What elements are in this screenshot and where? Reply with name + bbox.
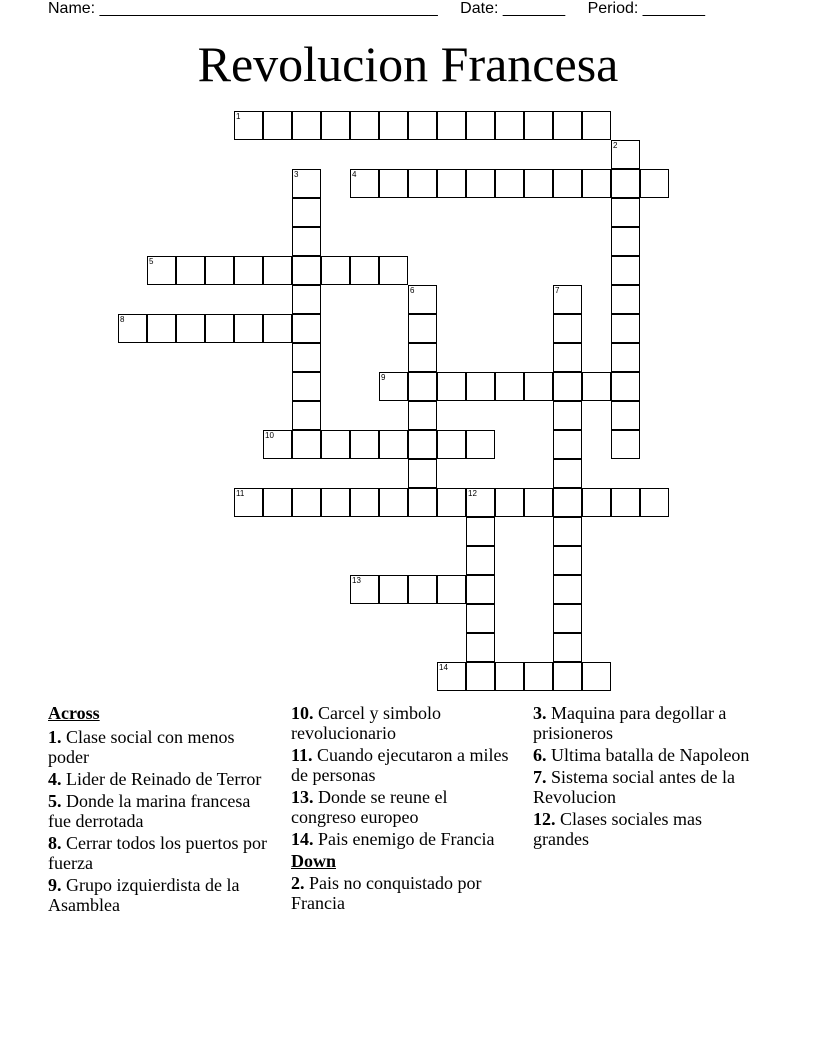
crossword-cell[interactable] (553, 546, 582, 575)
clue-across: 5. Donde la marina francesa fue derrotada (48, 791, 251, 831)
crossword-cell[interactable] (176, 256, 205, 285)
crossword-cell[interactable] (147, 314, 176, 343)
crossword-cell[interactable] (466, 662, 495, 691)
crossword-cell[interactable] (553, 343, 582, 372)
clue-number: 13 (352, 576, 361, 585)
crossword-cell[interactable] (379, 111, 408, 140)
clue-column-3 (533, 703, 753, 851)
crossword-cell[interactable] (350, 169, 379, 198)
crossword-cell[interactable] (437, 169, 466, 198)
crossword-cell[interactable] (437, 488, 466, 517)
crossword-cell[interactable] (263, 256, 292, 285)
clue-column-2 (291, 703, 511, 915)
clue-down: 7. Sistema social antes de la Revolucion (533, 767, 735, 807)
crossword-cell[interactable] (408, 111, 437, 140)
crossword-cell[interactable] (292, 198, 321, 227)
crossword-cell[interactable] (321, 430, 350, 459)
crossword-cell[interactable] (292, 430, 321, 459)
clue-column-1 (48, 703, 268, 917)
crossword-cell[interactable] (379, 169, 408, 198)
crossword-cell[interactable] (263, 430, 292, 459)
clue-across: 14. Pais enemigo de Francia (291, 829, 495, 849)
crossword-cell[interactable] (466, 430, 495, 459)
clue-number: 11 (236, 489, 245, 498)
crossword-cell[interactable] (292, 227, 321, 256)
crossword-cell[interactable] (379, 488, 408, 517)
crossword-cell[interactable] (437, 111, 466, 140)
date-field[interactable]: Date: _______ (460, 0, 566, 17)
crossword-cell[interactable] (611, 227, 640, 256)
crossword-cell[interactable] (118, 314, 147, 343)
clue-number: 3 (294, 170, 299, 179)
crossword-cell[interactable] (611, 169, 640, 198)
crossword-cell[interactable] (466, 111, 495, 140)
crossword-cell[interactable] (379, 372, 408, 401)
clue-number: 4 (352, 170, 357, 179)
crossword-cell[interactable] (437, 662, 466, 691)
crossword-cell[interactable] (350, 430, 379, 459)
crossword-cell[interactable] (147, 256, 176, 285)
crossword-cell[interactable] (553, 314, 582, 343)
crossword-cell[interactable] (292, 256, 321, 285)
crossword-cell[interactable] (495, 111, 524, 140)
clue-number: 1 (236, 112, 241, 121)
crossword-cell[interactable] (611, 401, 640, 430)
crossword-cell[interactable] (350, 256, 379, 285)
crossword-cell[interactable] (640, 169, 669, 198)
crossword-cell[interactable] (408, 372, 437, 401)
crossword-cell[interactable] (582, 372, 611, 401)
down-heading: Down (291, 851, 337, 871)
crossword-cell[interactable] (408, 459, 437, 488)
clue-down: 2. Pais no conquistado por Francia (291, 873, 482, 913)
crossword-cell[interactable] (466, 372, 495, 401)
clue-across: 13. Donde se reune el congreso europeo (291, 787, 448, 827)
crossword-cell[interactable] (292, 169, 321, 198)
crossword-cell[interactable] (553, 430, 582, 459)
crossword-cell[interactable] (379, 575, 408, 604)
crossword-cell[interactable] (263, 314, 292, 343)
crossword-cell[interactable] (234, 111, 263, 140)
crossword-cell[interactable] (524, 372, 553, 401)
crossword-cell[interactable] (495, 662, 524, 691)
crossword-cell[interactable] (611, 372, 640, 401)
crossword-cell[interactable] (495, 169, 524, 198)
crossword-cell[interactable] (466, 633, 495, 662)
crossword-cell[interactable] (292, 488, 321, 517)
crossword-cell[interactable] (553, 633, 582, 662)
crossword-cell[interactable] (640, 488, 669, 517)
clue-number: 5 (149, 257, 154, 266)
crossword-cell[interactable] (292, 401, 321, 430)
crossword-cell[interactable] (437, 575, 466, 604)
crossword-cell[interactable] (611, 430, 640, 459)
crossword-cell[interactable] (176, 314, 205, 343)
crossword-cell[interactable] (408, 169, 437, 198)
page-title: Revolucion Francesa (197, 36, 619, 92)
clue-down: 3. Maquina para degollar a prisioneros (533, 703, 727, 743)
crossword-cell[interactable] (582, 169, 611, 198)
crossword-cell[interactable] (553, 401, 582, 430)
crossword-cell[interactable] (292, 285, 321, 314)
clue-across: 9. Grupo izquierdista de la Asamblea (48, 875, 240, 915)
clue-down: 6. Ultima batalla de Napoleon (533, 745, 750, 765)
crossword-cell[interactable] (263, 488, 292, 517)
crossword-cell[interactable] (553, 517, 582, 546)
crossword-cell[interactable] (553, 285, 582, 314)
crossword-cell[interactable] (553, 662, 582, 691)
crossword-cell[interactable] (611, 488, 640, 517)
crossword-cell[interactable] (524, 488, 553, 517)
crossword-cell[interactable] (582, 488, 611, 517)
name-field[interactable]: Name: ______________________________________ (48, 0, 438, 17)
crossword-cell[interactable] (582, 662, 611, 691)
crossword-cell[interactable] (350, 575, 379, 604)
crossword-cell[interactable] (234, 314, 263, 343)
crossword-cell[interactable] (292, 111, 321, 140)
clue-across: 4. Lider de Reinado de Terror (48, 769, 262, 789)
crossword-cell[interactable] (292, 372, 321, 401)
crossword-cell[interactable] (292, 343, 321, 372)
crossword-cell[interactable] (495, 372, 524, 401)
crossword-cell[interactable] (321, 256, 350, 285)
crossword-cell[interactable] (350, 488, 379, 517)
crossword-cell[interactable] (234, 256, 263, 285)
crossword-cell[interactable] (582, 111, 611, 140)
crossword-cell[interactable] (553, 604, 582, 633)
crossword-cell[interactable] (321, 111, 350, 140)
crossword-cell[interactable] (611, 256, 640, 285)
crossword-cell[interactable] (611, 314, 640, 343)
across-heading: Across (48, 703, 100, 723)
crossword-cell[interactable] (205, 314, 234, 343)
crossword-cell[interactable] (466, 575, 495, 604)
crossword-cell[interactable] (611, 198, 640, 227)
crossword-cell[interactable] (408, 314, 437, 343)
crossword-cell[interactable] (495, 488, 524, 517)
crossword-cell[interactable] (466, 169, 495, 198)
crossword-cell[interactable] (408, 488, 437, 517)
crossword-cell[interactable] (524, 169, 553, 198)
clue-number: 10 (265, 431, 274, 440)
crossword-cell[interactable] (437, 372, 466, 401)
clue-number: 8 (120, 315, 125, 324)
crossword-cell[interactable] (524, 662, 553, 691)
crossword-cell[interactable] (292, 314, 321, 343)
crossword-cell[interactable] (263, 111, 292, 140)
crossword-cell[interactable] (466, 517, 495, 546)
clue-number: 2 (613, 141, 618, 150)
crossword-cell[interactable] (408, 430, 437, 459)
crossword-cell[interactable] (553, 111, 582, 140)
clue-across: 8. Cerrar todos los puertos por fuerza (48, 833, 267, 873)
crossword-cell[interactable] (205, 256, 234, 285)
crossword-cell[interactable] (553, 169, 582, 198)
crossword-cell[interactable] (553, 372, 582, 401)
crossword-cell[interactable] (379, 256, 408, 285)
crossword-cell[interactable] (408, 285, 437, 314)
crossword-cell[interactable] (437, 430, 466, 459)
crossword-cell[interactable] (553, 459, 582, 488)
crossword-cell[interactable] (379, 430, 408, 459)
clue-across: 1. Clase social con menos poder (48, 727, 235, 767)
crossword-cell[interactable] (553, 575, 582, 604)
clue-across: 10. Carcel y simbolo revolucionario (291, 703, 441, 743)
crossword-cell[interactable] (611, 285, 640, 314)
period-field[interactable]: Period: _______ (587, 0, 706, 17)
crossword-cell[interactable] (524, 111, 553, 140)
crossword-cell[interactable] (466, 604, 495, 633)
clue-number: 7 (555, 286, 560, 295)
crossword-cell[interactable] (466, 488, 495, 517)
crossword-cell[interactable] (553, 488, 582, 517)
crossword-cell[interactable] (350, 111, 379, 140)
clue-across: 11. Cuando ejecutaron a miles de personas (291, 745, 509, 785)
crossword-cell[interactable] (234, 488, 263, 517)
clue-number: 6 (410, 286, 415, 295)
crossword-cell[interactable] (408, 575, 437, 604)
clue-down: 12. Clases sociales mas grandes (533, 809, 702, 849)
clue-number: 14 (439, 663, 448, 672)
crossword-cell[interactable] (321, 488, 350, 517)
clue-number: 12 (468, 489, 477, 498)
crossword-cell[interactable] (611, 140, 640, 169)
crossword-cell[interactable] (408, 401, 437, 430)
crossword-cell[interactable] (408, 343, 437, 372)
crossword-cell[interactable] (611, 343, 640, 372)
clue-number: 9 (381, 373, 386, 382)
crossword-cell[interactable] (466, 546, 495, 575)
